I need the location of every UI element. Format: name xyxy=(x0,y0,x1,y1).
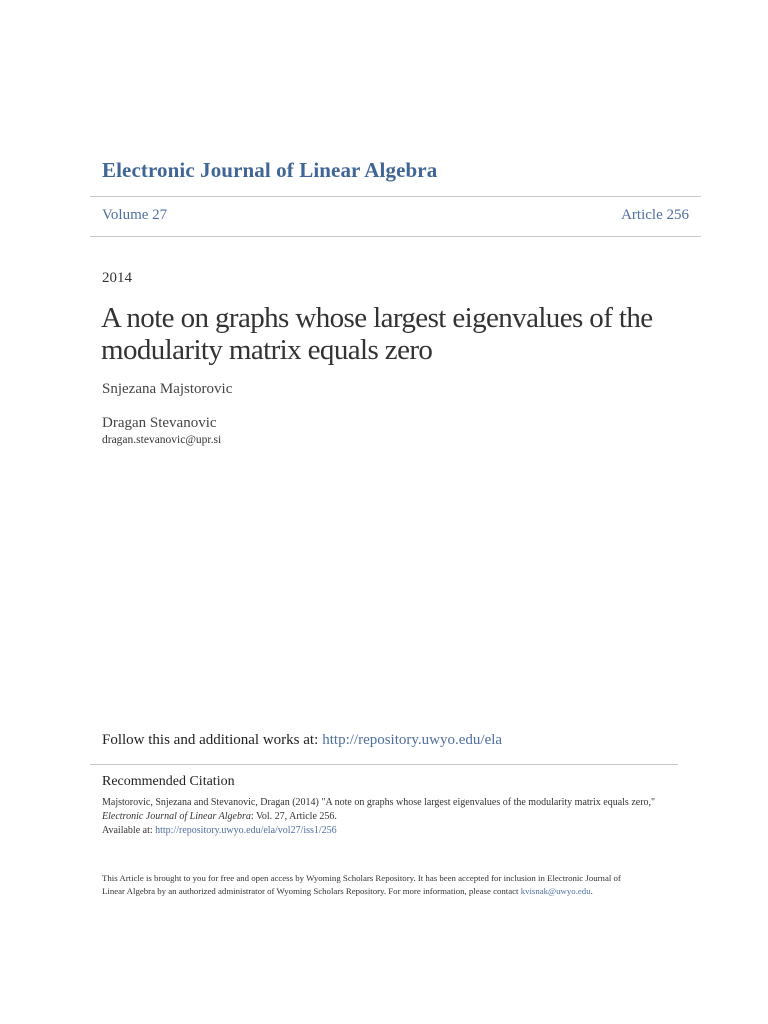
citation-divider xyxy=(90,764,678,765)
citation-volume: : Vol. 27, Article 256. xyxy=(250,811,337,822)
citation-authors-title: Majstorovic, Snjezana and Stevanovic, Dragan (2014) "A note on graphs whose largest eigenvalues of the modularity matrix equals zero," xyxy=(102,797,656,808)
author-name: Dragan Stevanovic xyxy=(102,415,217,431)
volume-article-row xyxy=(102,207,689,224)
header-divider-bottom xyxy=(90,236,701,237)
access-notice-end: . xyxy=(590,886,593,896)
article-title: A note on graphs whose largest eigenvalues of the modularity matrix equals zero xyxy=(101,302,653,366)
article-number-link[interactable]: Article 256 xyxy=(621,207,689,223)
citation-journal: Electronic Journal of Linear Algebra xyxy=(102,811,251,822)
author-name: Snjezana Majstorovic xyxy=(102,381,233,397)
journal-title[interactable]: Electronic Journal of Linear Algebra xyxy=(102,158,438,182)
publication-year: 2014 xyxy=(102,270,132,286)
contact-email-link[interactable]: kvisnak@uwyo.edu xyxy=(520,886,591,896)
author-email: dragan.stevanovic@upr.si xyxy=(102,434,222,446)
volume-link[interactable]: Volume 27 xyxy=(102,207,168,223)
available-label: Available at: xyxy=(102,825,153,836)
citation-text xyxy=(102,796,662,838)
access-notice xyxy=(102,872,642,898)
recommended-citation-heading: Recommended Citation xyxy=(102,774,235,789)
repository-link[interactable]: http://repository.uwyo.edu/ela xyxy=(322,732,503,748)
follow-works xyxy=(102,732,502,749)
citation-link[interactable]: http://repository.uwyo.edu/ela/vol27/iss1/256 xyxy=(155,825,337,836)
header-divider-top xyxy=(90,196,701,197)
access-notice-text: This Article is brought to you for free and open access by Wyoming Scholars Repository. It has been accepted for inclusion in Electronic Journal of Linear Algebra by an authorized administrator of Wyoming Scholars Repository. For more information, please contact xyxy=(102,873,621,896)
follow-text: Follow this and additional works at: xyxy=(102,732,319,748)
